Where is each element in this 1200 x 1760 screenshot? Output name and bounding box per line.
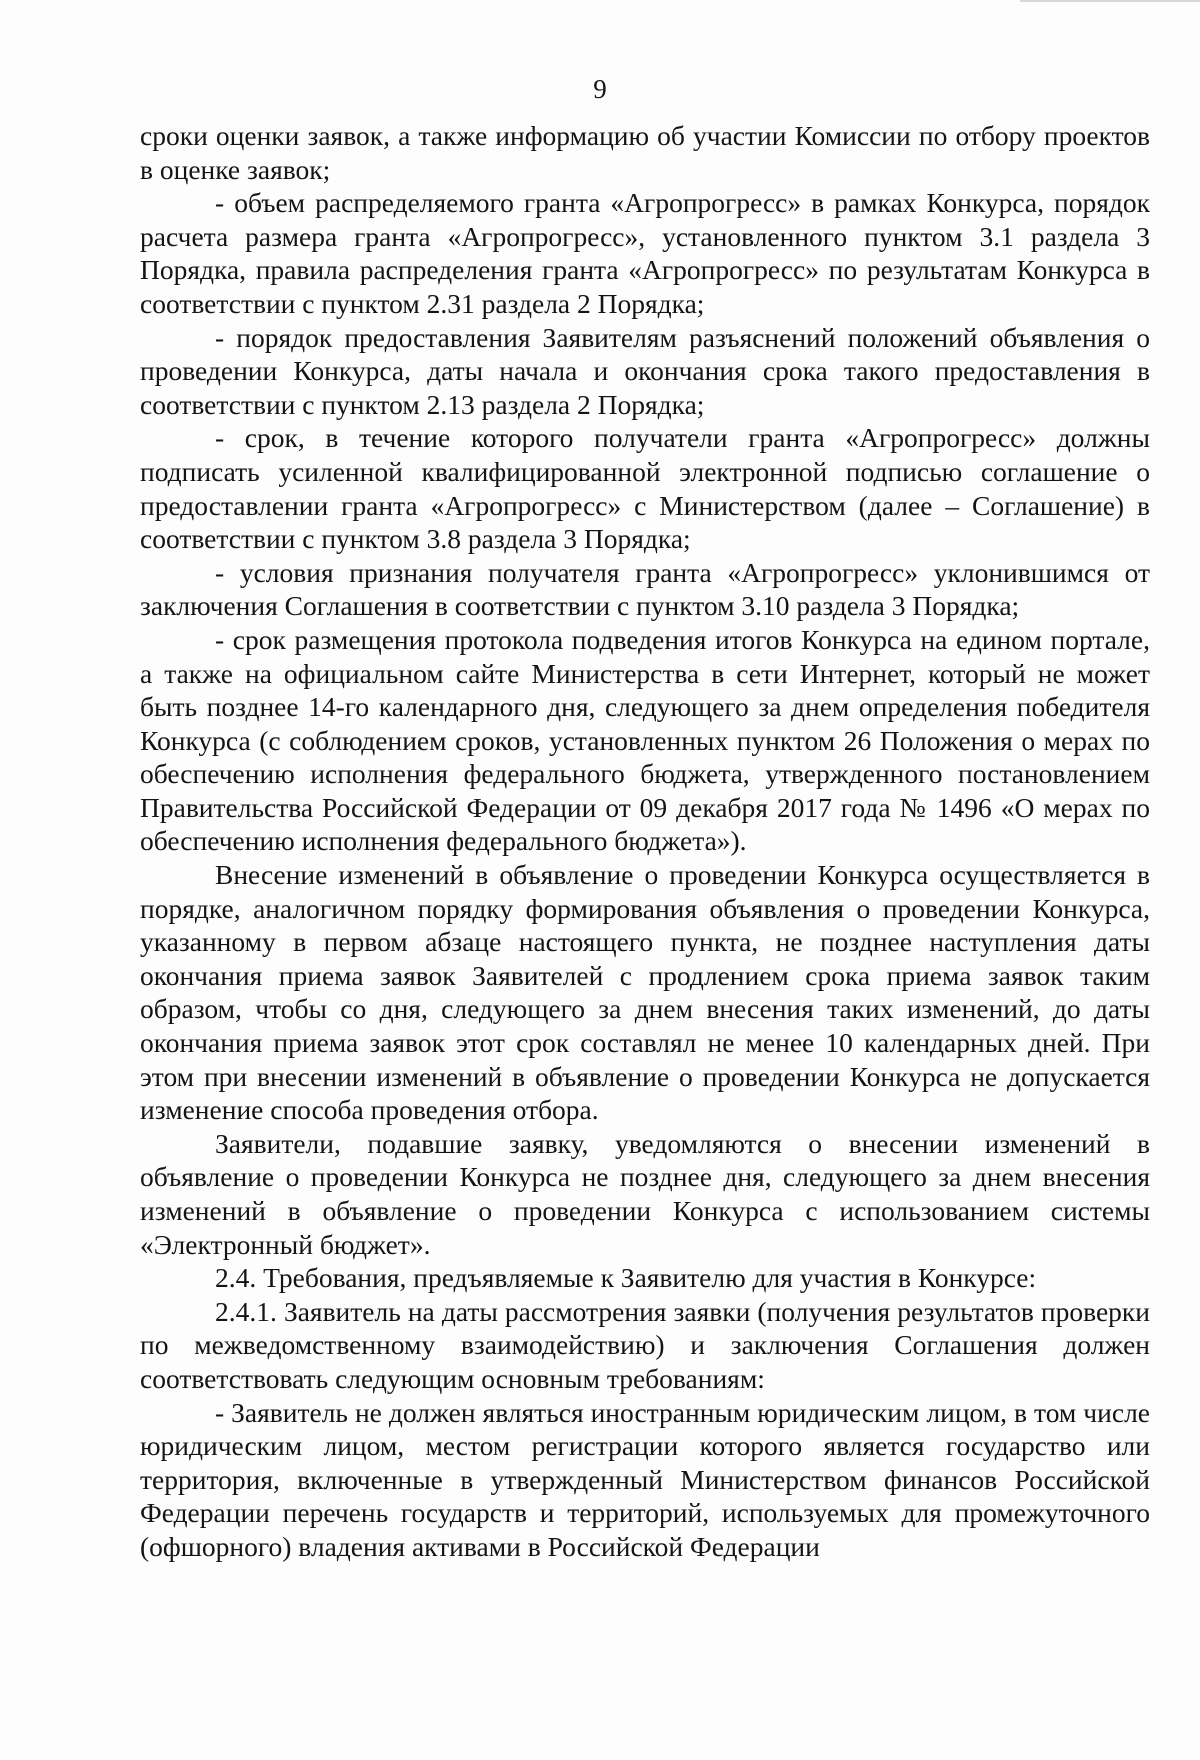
document-body (140, 119, 1150, 1564)
paragraph-section-2-4: 2.4. Требования, предъявляемые к Заявителю для участия в Конкурсе: (215, 1262, 1037, 1294)
paragraph-agreement-deadline: - срок, в течение которого получатели гранта «Агропрогресс» должны подписать усиленной квалифицированной электронной подписью соглашение о предоставлении гранта «Агропрогресс» с Министерством (далее – Соглашение) в соответствии с пунктом 3.8 раздела 3 Порядка; (140, 422, 1150, 555)
page-number: 9 (593, 74, 607, 104)
paragraph-foreign-entity: - Заявитель не должен являться иностранным юридическим лицом, в том числе юридическим лицом, местом регистрации которого является государство или территория, включенные в утвержденный Министерством финансов Российской Федерации перечень государств и территорий, используемых для промежуточного (офшорного) владения активами в Российской Федерации (140, 1396, 1150, 1562)
scan-edge-mark (1020, 0, 1200, 2)
paragraph-section-2-4-1: 2.4.1. Заявитель на даты рассмотрения заявки (получения результатов проверки по межведомственному взаимодействию) и заключения Соглашения должен соответствовать следующим основным требованиям: (140, 1295, 1150, 1394)
paragraph-evaluation-terms: сроки оценки заявок, а также информацию об участии Комиссии по отбору проектов в оценке заявок; (140, 120, 1150, 185)
paragraph-evasion-conditions: - условия признания получателя гранта «Агропрогресс» уклонившимся от заключения Соглашения в соответствии с пунктом 3.10 раздела 3 Порядка; (140, 556, 1150, 622)
paragraph-protocol-publication: - срок размещения протокола подведения итогов Конкурса на едином портале, а также на официальном сайте Министерства в сети Интернет, который не может быть позднее 14-го календарного дня, следующего за днем определения победителя Конкурса (с соблюдением сроков, установленных пунктом 26 Положения о мерах по обеспечению исполнения федерального бюджета, утвержденного постановлением Правительства Российской Федерации от 09 декабря 2017 года № 1496 «О мерах по обеспечению исполнения федерального бюджета»). (140, 623, 1150, 857)
paragraph-applicant-notification: Заявители, подавшие заявку, уведомляются о внесении изменений в объявление о проведении Конкурса не позднее дня, следующего за днем внесения изменений в объявление о проведении Конкурса с использованием системы «Электронный бюджет». (140, 1127, 1150, 1260)
paragraph-grant-volume: - объем распределяемого гранта «Агропрогресс» в рамках Конкурса, порядок расчета размера гранта «Агропрогресс», установленного пунктом 3.1 раздела 3 Порядка, правила распределения гранта «Агропрогресс» по результатам Конкурса в соответствии с пунктом 2.31 раздела 2 Порядка; (140, 187, 1150, 319)
paragraph-clarifications: - порядок предоставления Заявителям разъяснений положений объявления о проведении Конкурса, даты начала и окончания срока такого предоставления в соответствии с пунктом 2.13 раздела 2 Порядка; (140, 321, 1150, 420)
paragraph-amendments: Внесение изменений в объявление о проведении Конкурса осуществляется в порядке, аналогичном порядку формирования объявления о проведении Конкурса, указанному в первом абзаце настоящего пункта, не позднее наступления даты окончания приема заявок Заявителей с продлением срока приема заявок таким образом, чтобы со дня, следующего за днем внесения таких изменений, до даты окончания приема заявок этот срок составлял не менее 10 календарных дней. При этом при внесении изменений в объявление о проведении Конкурса не допускается изменение способа проведения отбора. (140, 859, 1150, 1126)
